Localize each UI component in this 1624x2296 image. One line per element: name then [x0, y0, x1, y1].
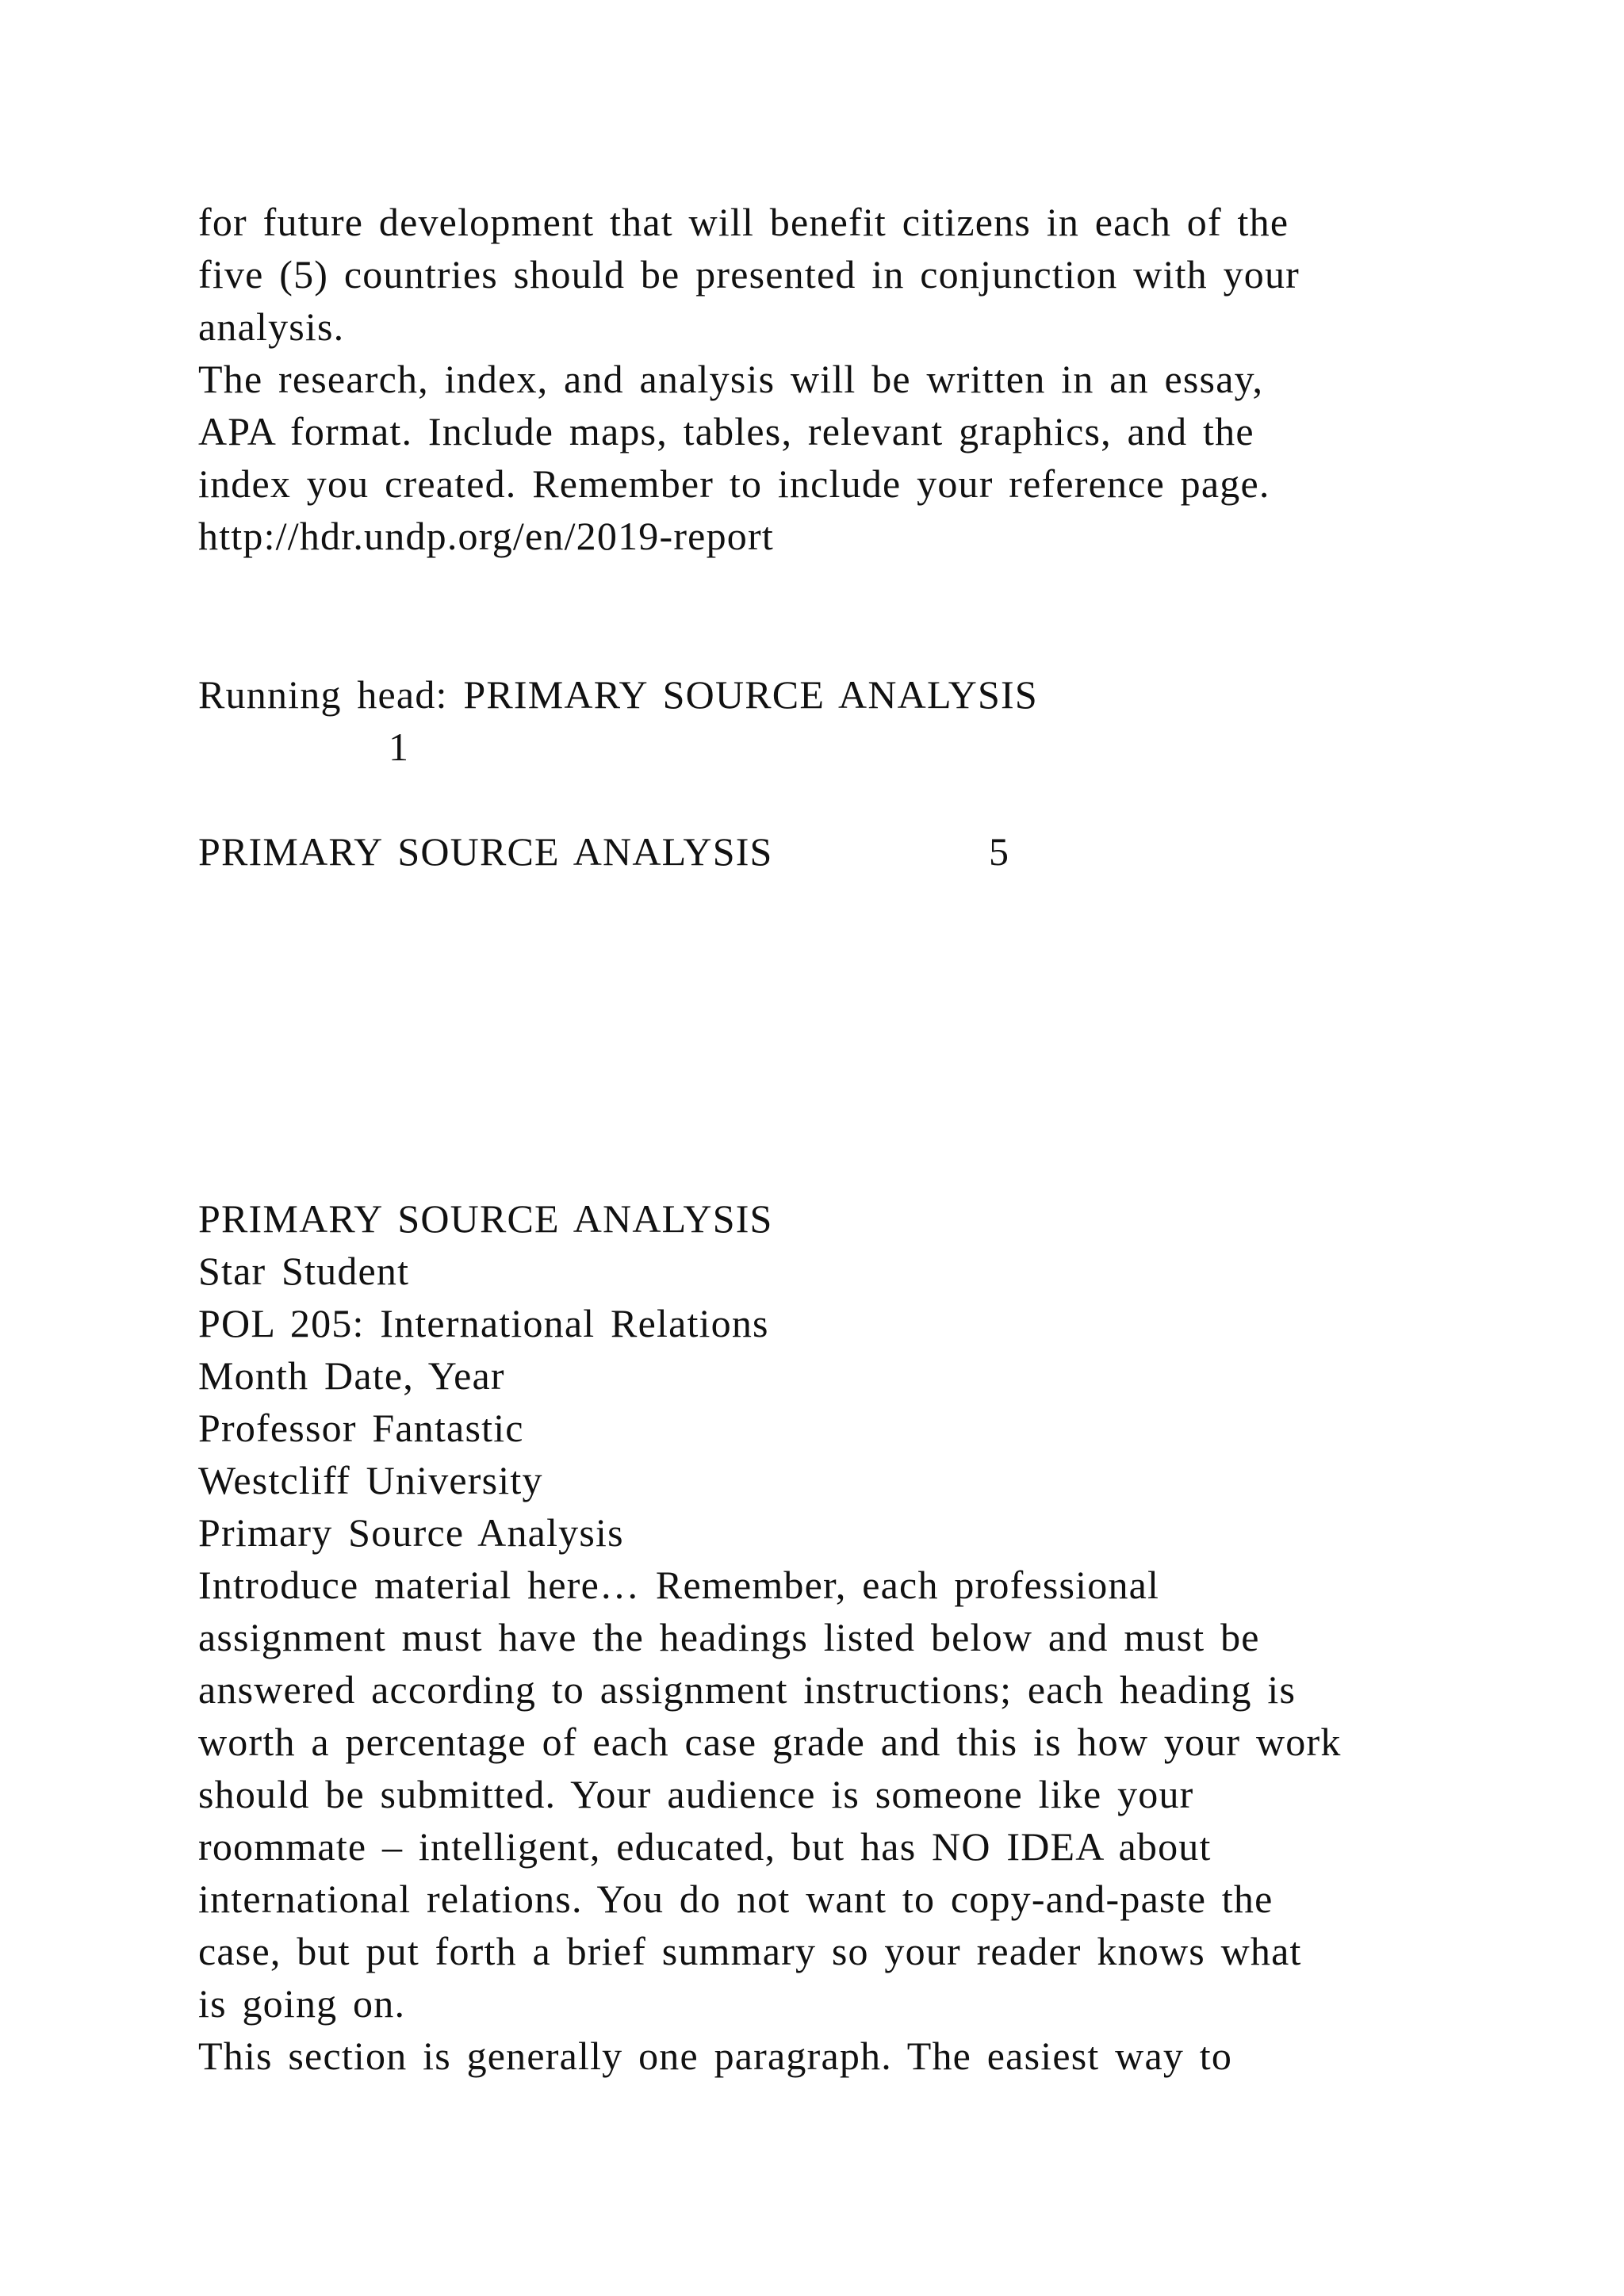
text-line: assignment must have the headings listed below and must be — [198, 1615, 1260, 1659]
running-head-text: Running head: PRIMARY SOURCE ANALYSIS — [198, 672, 1038, 717]
text-line: for future development that will benefit citizens in each of the — [198, 200, 1289, 244]
paper-title: PRIMARY SOURCE ANALYSIS — [198, 1196, 773, 1241]
text-line: Introduce material here… Remember, each professional — [198, 1563, 1160, 1607]
text-line: is going on. — [198, 1981, 406, 2026]
reference-url: http://hdr.undp.org/en/2019-report — [198, 514, 774, 558]
text-line: This section is generally one paragraph. The easiest way to — [198, 2034, 1233, 2078]
date: Month Date, Year — [198, 1353, 505, 1398]
text-line: answered according to assignment instructions; each heading is — [198, 1667, 1297, 1712]
text-line: worth a percentage of each case grade and this is how your work — [198, 1720, 1342, 1764]
page-number: 1 — [389, 725, 408, 769]
text-line: five (5) countries should be presented in conjunction with your — [198, 252, 1300, 297]
institution: Westcliff University — [198, 1458, 543, 1502]
text-line: case, but put forth a brief summary so your reader knows what — [198, 1929, 1302, 1973]
text-line: international relations. You do not want to copy-and-paste the — [198, 1877, 1274, 1921]
text-line: APA format. Include maps, tables, relevant graphics, and the — [198, 409, 1254, 453]
text-line: should be submitted. Your audience is someone like your — [198, 1772, 1194, 1816]
text-line: analysis. — [198, 304, 345, 349]
text-line: roommate – intelligent, educated, but has NO IDEA about — [198, 1824, 1212, 1869]
section-heading: Primary Source Analysis — [198, 1510, 624, 1555]
author-name: Star Student — [198, 1249, 410, 1293]
text-line: The research, index, and analysis will be written in an essay, — [198, 357, 1264, 401]
page-number: 5 — [989, 829, 1009, 874]
course-name: POL 205: International Relations — [198, 1301, 769, 1345]
text-line: index you created. Remember to include your reference page. — [198, 461, 1270, 506]
professor-name: Professor Fantastic — [198, 1406, 524, 1450]
page-header-text: PRIMARY SOURCE ANALYSIS — [198, 829, 773, 874]
